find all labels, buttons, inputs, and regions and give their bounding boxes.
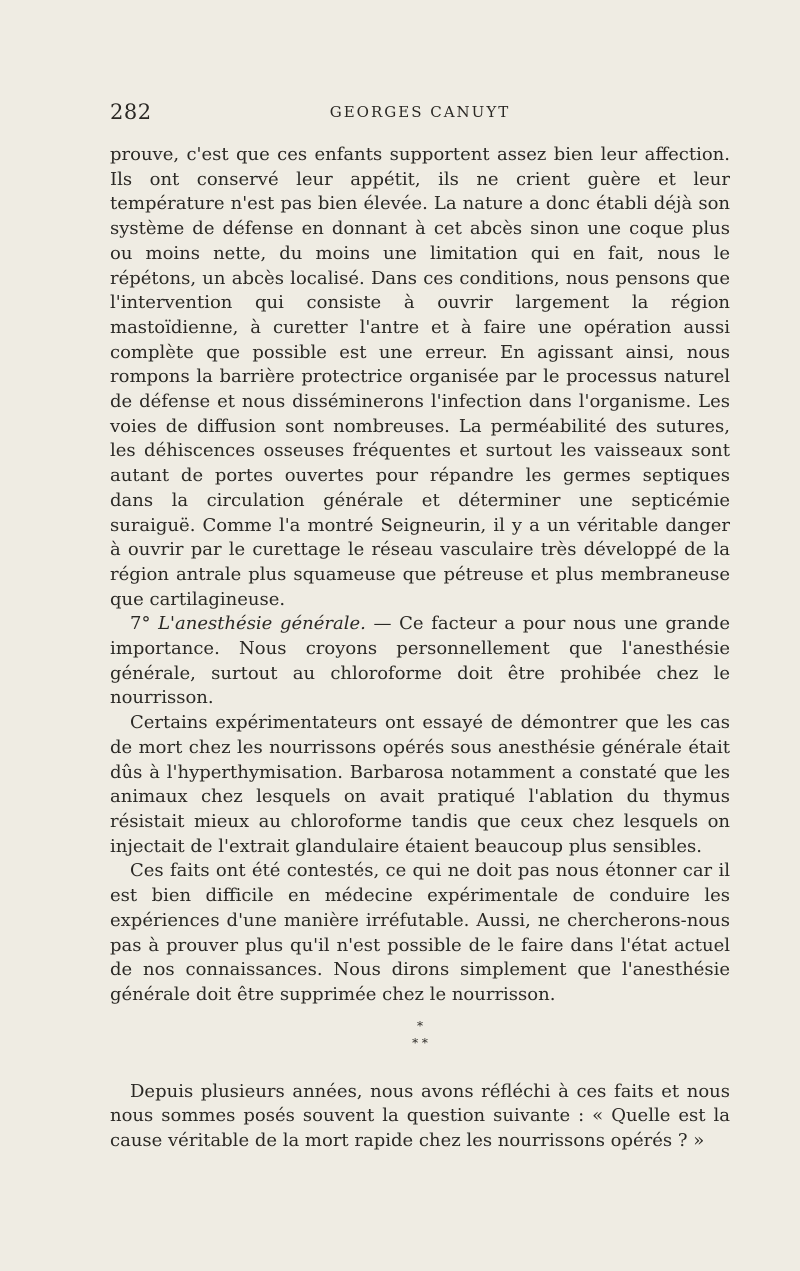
section-number: 7° (130, 613, 151, 635)
asterism-top: * (417, 1018, 423, 1033)
page-header (110, 100, 730, 130)
section-title: L'anesthésie générale. (158, 613, 366, 635)
paragraph-continuation: prouve, c'est que ces enfants supportent assez bien leur affection. Ils ont conservé leur appétit, ils ne crient guère et leur température n'est pas bien élevée. La nature a donc établi déjà son système de défense en donnant à cet abcès sinon une coque plus ou moins nette, du moins une limitation qui en fait, nous le répétons, un abcès localisé. Dans ces conditions, nous pensons que l'intervention qui consiste à ouvrir largement la région mastoïdienne, à curetter l'antre et à faire une opération aussi complète que possible est une erreur. En agissant ainsi, nous rompons la barrière protectrice organisée par le processus naturel de défense et nous disséminerons l'infection dans l'organisme. Les voies de diffusion sont nombreuses. La perméabilité des sutures, les déhiscences osseuses fréquentes et surtout les vaisseaux sont autant de portes ouvertes pour répandre les germes septiques dans la circulation générale et déterminer une septicémie suraiguë. Comme l'a montré Seigneurin, il y a un véritable danger à ouvrir par le curettage le réseau vasculaire très développé de la région antrale plus squameuse que pétreuse et plus membraneuse que cartilagineuse. (110, 144, 730, 610)
section-text: — Ce facteur a pour nous une grande importance. Nous croyons personnellement que l'anesthésie générale, surtout au chloroforme doit être prohibée chez le nourrisson. (110, 613, 730, 709)
asterism-bottom: * * (412, 1035, 428, 1050)
page-number: 282 (110, 100, 152, 124)
asterism-separator (110, 1018, 730, 1052)
paragraph-experiments: Certains expérimentateurs ont essayé de démontrer que les cas de mort chez les nourrissons opérés sous anesthésie générale était dûs à l'hyperthymisation. Barbarosa notamment a constaté que les animaux chez lesquels on avait pratiqué l'ablation du thymus résistait mieux au chloroforme tandis que ceux chez lesquels on injectait de l'extrait glandulaire étaient beaucoup plus sensibles. (110, 712, 730, 857)
body-text (110, 143, 730, 1154)
paragraph-question: Depuis plusieurs années, nous avons réfléchi à ces faits et nous nous sommes posés souvent la question suivante : « Quelle est la cause véritable de la mort rapide chez les nourrissons opérés ? » (110, 1080, 730, 1152)
paragraph-anesthesia (110, 612, 730, 711)
running-head: GEORGES CANUYT (329, 103, 511, 121)
paragraph-contested: Ces faits ont été contestés, ce qui ne doit pas nous étonner car il est bien difficile en médecine expérimentale de conduire les expériences d'une manière irréfutable. Aussi, ne chercherons-nous pas à prouver plus qu'il n'est possible de le faire dans l'état actuel de nos connaissances. Nous dirons simplement que l'anesthésie générale doit être supprimée chez le nourrisson. (110, 860, 730, 1005)
